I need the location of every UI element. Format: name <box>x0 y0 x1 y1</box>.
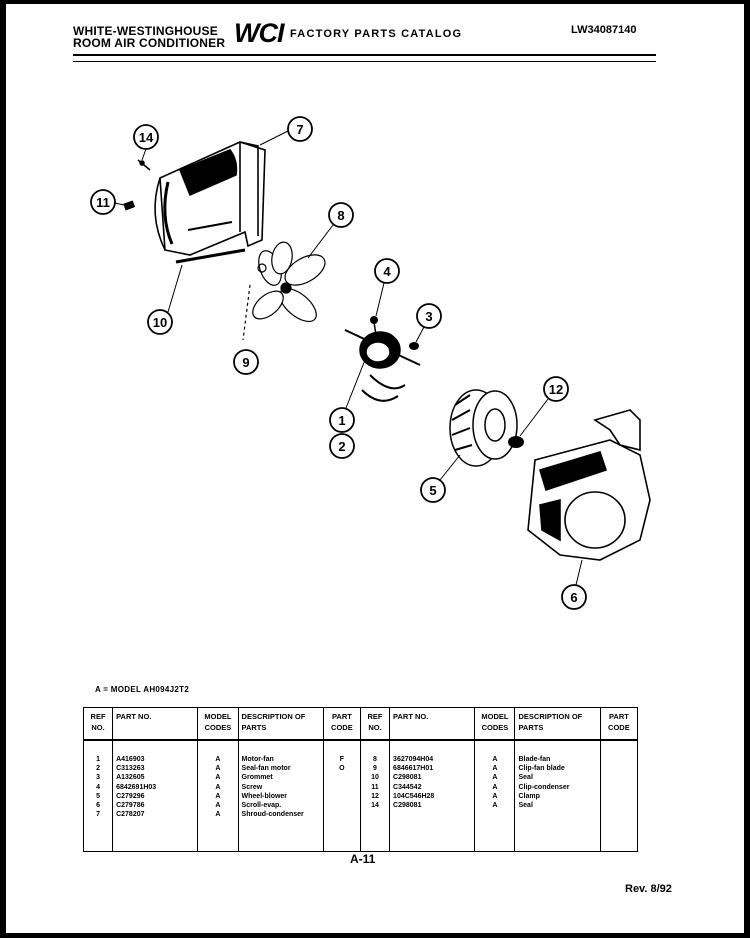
grommet-drawing <box>409 342 419 350</box>
header-description: DESCRIPTION OF PARTS <box>515 708 600 741</box>
left-part-column: A416903 C313263 A132605 6842691H03 C279296 C279786 C278207 <box>113 740 198 852</box>
left-ref-column: 1 2 3 4 5 6 7 <box>84 740 113 852</box>
shroud-condenser-drawing <box>155 142 265 262</box>
callout-label: 14 <box>138 130 154 145</box>
catalog-title: FACTORY PARTS CATALOG <box>290 28 463 40</box>
callout-4 <box>375 259 399 316</box>
callout-8 <box>308 203 353 258</box>
callout-label: 11 <box>96 195 110 210</box>
callout-label: 5 <box>429 483 437 498</box>
right-model-column: A A A A A A <box>475 740 515 852</box>
left-model-column: A A A A A A A <box>198 740 238 852</box>
header-part-code: PART CODE <box>323 708 360 741</box>
callout-10 <box>148 265 182 334</box>
right-code-column <box>600 740 637 852</box>
parts-table <box>83 707 638 852</box>
right-ref-column: 8 9 10 11 12 14 <box>360 740 389 852</box>
right-desc-column: Blade-fan Clip-fan blade Seal Clip-condenser Clamp Seal <box>515 740 600 852</box>
header-model-codes: MODEL CODES <box>475 708 515 741</box>
model-note: A = MODEL AH094J2T2 <box>95 685 190 694</box>
brand-line-1: WHITE-WESTINGHOUSE <box>73 24 218 38</box>
scroll-evap-drawing <box>528 410 650 560</box>
right-part-column: 3627094H04 6846617H01 C298081 C344542 104C546H28 C298081 <box>390 740 475 852</box>
seal-11-drawing <box>123 200 135 210</box>
callout-label: 12 <box>548 382 564 397</box>
header-ref-no: REF NO. <box>360 708 389 741</box>
header-model-codes: MODEL CODES <box>198 708 238 741</box>
model-code: LW34087140 <box>571 24 637 36</box>
callout-14 <box>134 125 158 160</box>
left-desc-column: Motor-fan Seal-fan motor Grommet Screw Wheel-blower Scroll-evap. Shroud-condenser <box>238 740 323 852</box>
parts-table-header <box>84 708 638 741</box>
callout-label: 4 <box>383 264 391 279</box>
callout-12 <box>520 377 568 436</box>
callout-9 <box>234 350 258 374</box>
callout-1 <box>330 360 365 432</box>
callout-label: 9 <box>242 355 250 370</box>
callout-label: 1 <box>338 413 346 428</box>
callout-label: 2 <box>338 439 346 454</box>
header-part-no: PART NO. <box>390 708 475 741</box>
page-number: A-11 <box>350 852 376 866</box>
fan-blade-drawing <box>248 241 330 328</box>
clamp-drawing <box>508 436 524 448</box>
header-part-no: PART NO. <box>113 708 198 741</box>
left-code-column: F O <box>323 740 360 852</box>
motor-fan-drawing <box>345 330 420 401</box>
callout-6 <box>562 560 586 609</box>
header-ref-no: REF NO. <box>84 708 113 741</box>
callout-5 <box>421 455 460 502</box>
callout-2 <box>330 434 354 458</box>
revision-date: Rev. 8/92 <box>625 883 672 895</box>
page-border-bottom <box>0 933 750 938</box>
brand-line-2: ROOM AIR CONDITIONER <box>73 36 226 50</box>
callout-label: 7 <box>296 122 304 137</box>
callout-3 <box>416 304 441 342</box>
header-part-code: PART CODE <box>600 708 637 741</box>
blower-wheel-drawing <box>450 390 517 466</box>
table-row <box>84 740 638 852</box>
header-description: DESCRIPTION OF PARTS <box>238 708 323 741</box>
callout-label: 10 <box>152 315 168 330</box>
callout-11 <box>91 190 124 214</box>
wci-logo: WCI <box>234 18 284 48</box>
callout-label: 3 <box>425 309 433 324</box>
callout-label: 6 <box>570 590 578 605</box>
callout-7 <box>260 117 312 145</box>
seal-14-drawing <box>138 160 150 170</box>
callout-label: 8 <box>337 208 345 223</box>
